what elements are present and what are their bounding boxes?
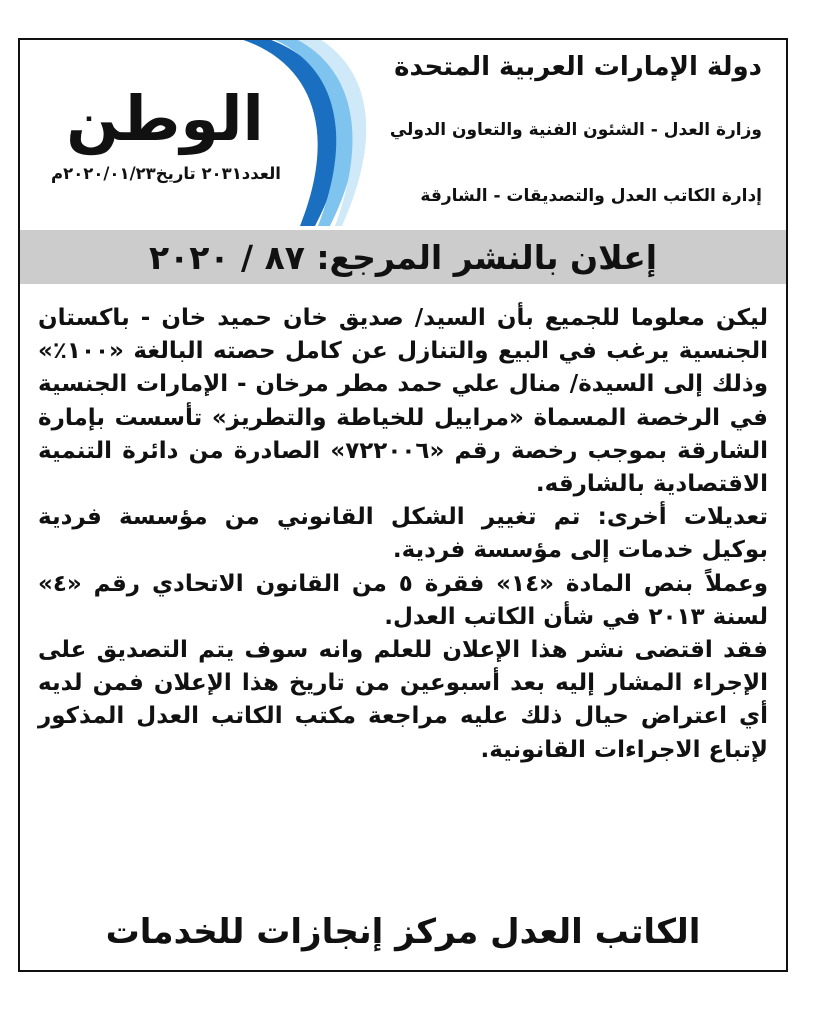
notice-body (38, 302, 768, 767)
notice-paragraph: فقد اقتضى نشر هذا الإعلان للعلم وانه سوف يتم التصديق على الإجراء المشار إليه بعد أسبوعين من تاريخ هذا الإعلان فمن لديه أي اعتراض حيال ذلك عليه مراجعة مكتب الكاتب العدل المذكور لإتباع الاجراءات القانونية. (38, 637, 768, 763)
notice-paragraph: ليكن معلوما للجميع بأن السيد/ صديق خان حميد خان - باكستان الجنسية يرغب في البيع والتنازل عن كامل حصته البالغة «١٠٠٪» وذلك إلى السيدة/ منال علي حمد مطر مرخان - الإمارات الجنسية في الرخصة المسماة «مراييل للخياطة والتطريز» تأسست بإمارة الشارقة بموجب رخصة رقم «٧٢٢٠٠٦» الصادرة من دائرة التنمية الاقتصادية بالشارقه. (38, 305, 768, 498)
issue-date: العدد٢٠٣١ تاريخ٢٠٢٠/٠١/٢٣م (51, 164, 281, 183)
header-ministry: وزارة العدل - الشئون الفنية والتعاون الدولي (389, 120, 762, 140)
newspaper-logo: الوطن (66, 82, 264, 155)
notice-paragraph: تعديلات أخرى: تم تغيير الشكل القانوني من مؤسسة فردية بوكيل خدمات إلى مؤسسة فردية. (38, 504, 768, 564)
notice-signature: الكاتب العدل مركز إنجازات للخدمات (105, 912, 701, 952)
notice-title: إعلان بالنشر المرجع: ٨٧ / ٢٠٢٠ (148, 237, 658, 277)
notice-paragraph: وعملاً بنص المادة «١٤» فقرة ٥ من القانون الاتحادي رقم «٤» لسنة ٢٠١٣ في شأن الكاتب العدل. (38, 570, 768, 630)
notice-frame (18, 38, 788, 972)
title-bar (20, 230, 786, 284)
header-country: دولة الإمارات العربية المتحدة (394, 52, 762, 82)
header-department: إدارة الكاتب العدل والتصديقات - الشارقة (420, 186, 762, 206)
